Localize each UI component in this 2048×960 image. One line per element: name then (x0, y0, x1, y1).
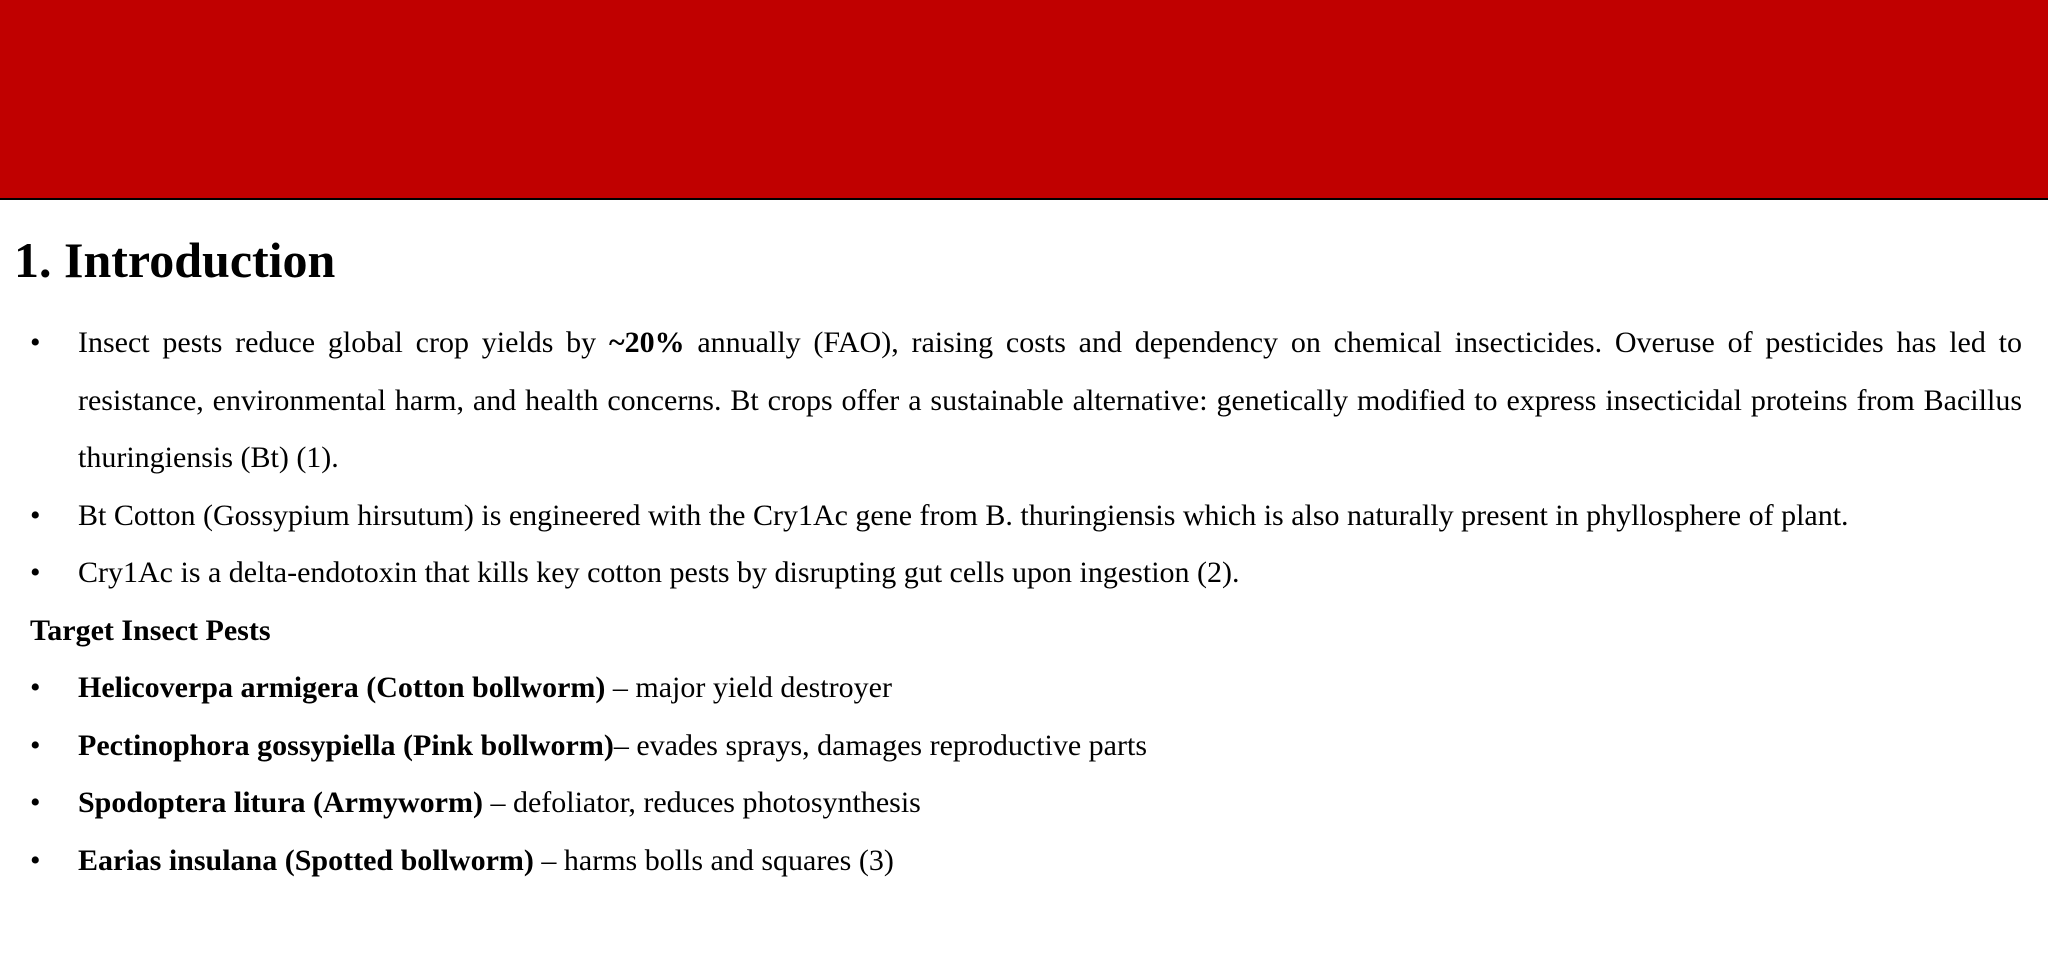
bullet-marker: • (30, 498, 41, 532)
bullet-marker: • (30, 326, 41, 359)
pest-description: – harms bolls and squares (3) (533, 843, 894, 877)
intro-bullet-1-pre: Insect pests reduce global crop yields by (78, 326, 609, 359)
pest-name: Spodoptera litura (Armyworm) (78, 786, 483, 819)
pest-item (0, 659, 2048, 717)
bullet-marker: • (30, 671, 41, 704)
intro-bullet-1 (0, 314, 2048, 487)
intro-bullet-2 (0, 487, 2048, 545)
intro-bullet-1-post: annually (FAO), raising costs and dependency on chemical insecticides. Overuse of pesticides has led to resistance, environmental harm, and health concerns. Bt crops offer a sustainable alternative: genetically modified to express insecticidal proteins from Bacillus thuringiensis (Bt) (1). (78, 326, 2022, 474)
bullet-marker: • (30, 843, 41, 877)
section-title: 1. Introduction (14, 232, 336, 288)
bullet-marker: • (30, 728, 41, 762)
pest-item (0, 774, 2048, 832)
bullet-marker: • (30, 786, 41, 819)
intro-bullet-2-text: Bt Cotton (Gossypium hirsutum) is engineered with the Cry1Ac gene from B. thuringiensis which is also naturally present in phyllosphere of plant. (78, 498, 1849, 532)
pests-heading: Target Insect Pests (30, 613, 271, 647)
pest-item (0, 832, 2048, 890)
bullet-marker: • (30, 556, 41, 589)
intro-bullet-3-text: Cry1Ac is a delta-endotoxin that kills key cotton pests by disrupting gut cells upon ingestion (2). (78, 556, 1240, 589)
pest-description: – major yield destroyer (605, 671, 892, 704)
intro-bullet-1-bold: ~20% (608, 326, 685, 359)
header-banner (0, 0, 2048, 200)
intro-bullet-3 (0, 544, 2048, 602)
pest-name: Pectinophora gossypiella (Pink bollworm) (78, 728, 614, 762)
pest-description: – evades sprays, damages reproductive parts (613, 728, 1147, 762)
pest-name: Earias insulana (Spotted bollworm) (78, 843, 534, 877)
bullet-list (0, 314, 2048, 889)
pest-name: Helicoverpa armigera (Cotton bollworm) (78, 671, 606, 704)
pest-description: – defoliator, reduces photosynthesis (482, 786, 921, 819)
pest-item (0, 717, 2048, 775)
